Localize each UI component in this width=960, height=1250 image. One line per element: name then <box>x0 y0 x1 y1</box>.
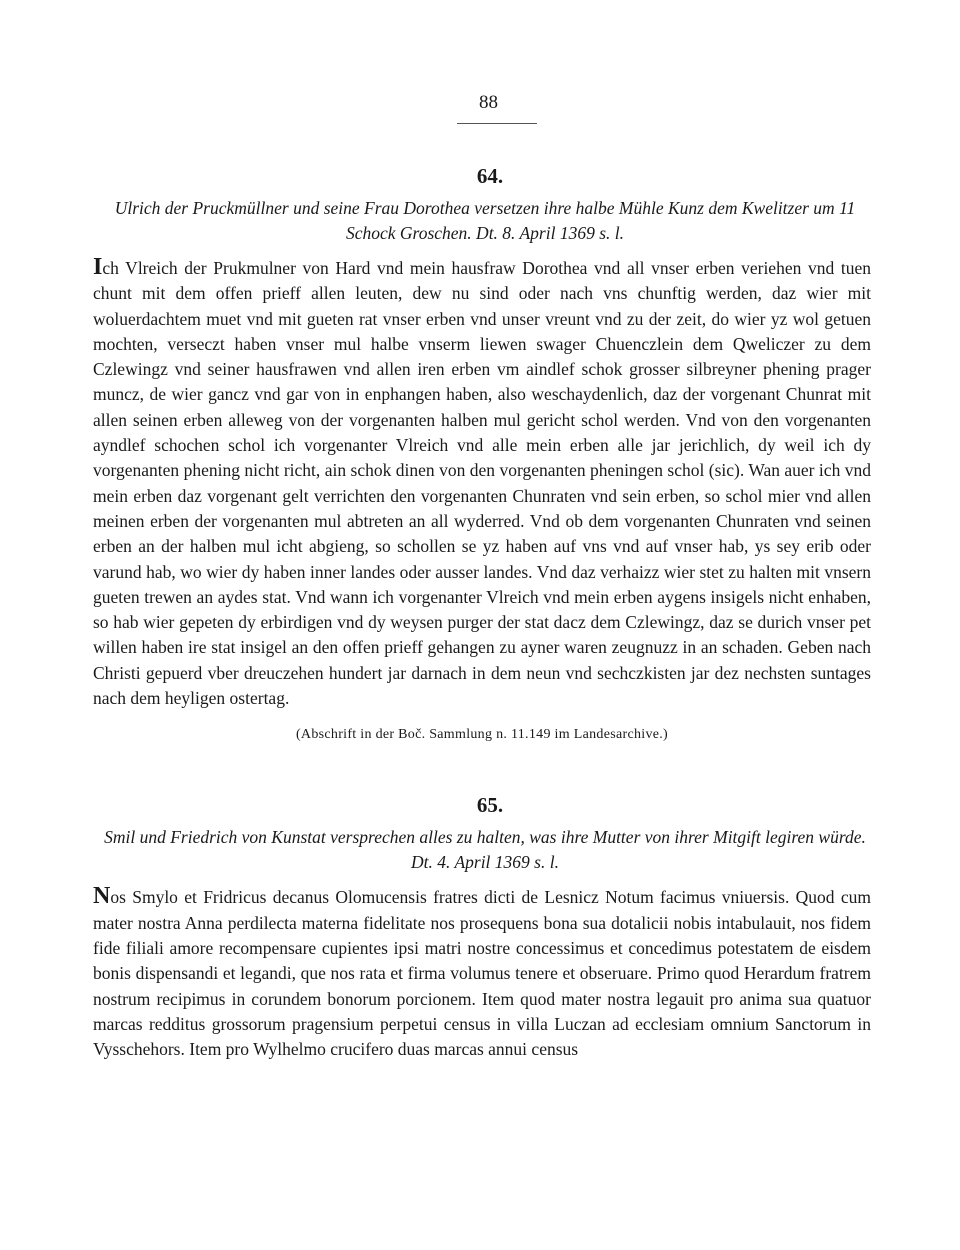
page-number-rule <box>457 123 537 124</box>
source-note: (Abschrift in der Boč. Sammlung n. 11.149 im Landesarchive.) <box>295 727 669 743</box>
drop-cap: I <box>93 254 103 280</box>
drop-cap: N <box>93 883 111 910</box>
document-page <box>93 92 871 1062</box>
page-number: 88 <box>479 92 498 113</box>
body-text: os Smylo et Fridricus decanus Olomucensis fratres dicti de Lesnicz Notum facimus vniuersis. Quod cum mater nostra Anna perdilecta materna fidelitate nos prosequens bona sua dotalicii nobis intabulauit, nos fidem fide filiali amore recompensare cupientes ipsi matri nostre concessimus et concedimus potestatem de eisdem bonis dispensandi et legandi, que nos rata et firma volumus tenere et obseruare. Primo quod Herardum fratrem nostrum recipimus in corundem bonorum porcionem. Item quod mater nostra legauit pro anima sua quatuor marcas redditus grossorum pragensium perpetui census in villa Luczan ad ecclesiam omnium Sanctorum in Vysschehors. Item pro Wylhelmo crucifero duas marcas annui census <box>93 887 871 1060</box>
document-body <box>93 256 871 711</box>
document-heading: Smil und Friedrich von Kunstat versprechen alles zu halten, was ihre Mutter von ihrer Mitgift legiren würde. Dt. 4. April 1369 s. l. <box>104 827 866 873</box>
document-heading: Ulrich der Pruckmüllner und seine Frau Dorothea versetzen ihre halbe Mühle Kunz dem Kwelitzer um 11 Schock Groschen. Dt. 8. April 1369 s. l. <box>114 198 856 243</box>
document-number: 64. <box>476 164 504 188</box>
document-number: 65. <box>476 793 504 818</box>
document-body <box>93 885 871 1062</box>
body-text: ch Vlreich der Prukmulner von Hard vnd mein hausfraw Dorothea vnd all vnser erben veriehen vnd tuen chunt mit dem offen prieff allen leuten, dew nu sind oder nach vns chunftig werden, daz wier mit woluerdachtem muet vnd mit gueten rat vnser erben vnd unser vreunt vnd zu der zeit, do wier yz wol getuen mochten, verseczt haben vnser mul halbe vnserm liewen swager Chuenczlein dem Qweliczer zu dem Czlewingz vnd seiner hausfrawen vnd allen iren erben vm aindlef schok grosser silbreyner phening prager muncz, de wier gancz vnd gar von in enphangen haben, also weschaydenlich, daz der vorgenant Chunrat mit allen seinen erben alleweg von der vorgenanten halben mul gericht schol werden. Vnd von den vorgenanten ayndlef schochen schol ich vorgenanter Vlreich vnd alle mein erben alle jar jerichlich, dy weil ich dy vorgenanten phening nicht richt, ain schok dinen von den vorgenanten pheningen schol (sic). Wan auer ich vnd mein erben daz vorgenant gelt verrichten den vorgenanten Chunraten vnd sein erben, so schol mier vnd allen meinen erben der vorgenanten mul abtreten an all wyderred. Vnd ob dem vorgenanten Chunraten vnd seinen erben an der halben mul icht abgieng, so schollen se yz haben auf vns vnd auf vnser hab, ys sey erib oder varund hab, wo wier dy haben inner landes oder ausser landes. Vnd daz verhaizz wier stet zu halten mit vnsern gueten trewen an aydes stat. Vnd wann ich vorgenanter Vlreich vnd mein erben aygens insigels nicht enhaben, so hab wier gepeten dy erbirdigen vnd dy weysen purger der stat dacz dem Czlewingz, daz se durich vnser pet willen haben ire stat insigel an den offen prieff gehangen zu ayner waren zeugnuzz in an schaden. Geben nach Christi gepuerd vber dreuczehen hundert jar darnach in dem neun vnd sechczkisten jar dez nechsten suntages nach dem heyligen ostertag. <box>93 258 871 709</box>
